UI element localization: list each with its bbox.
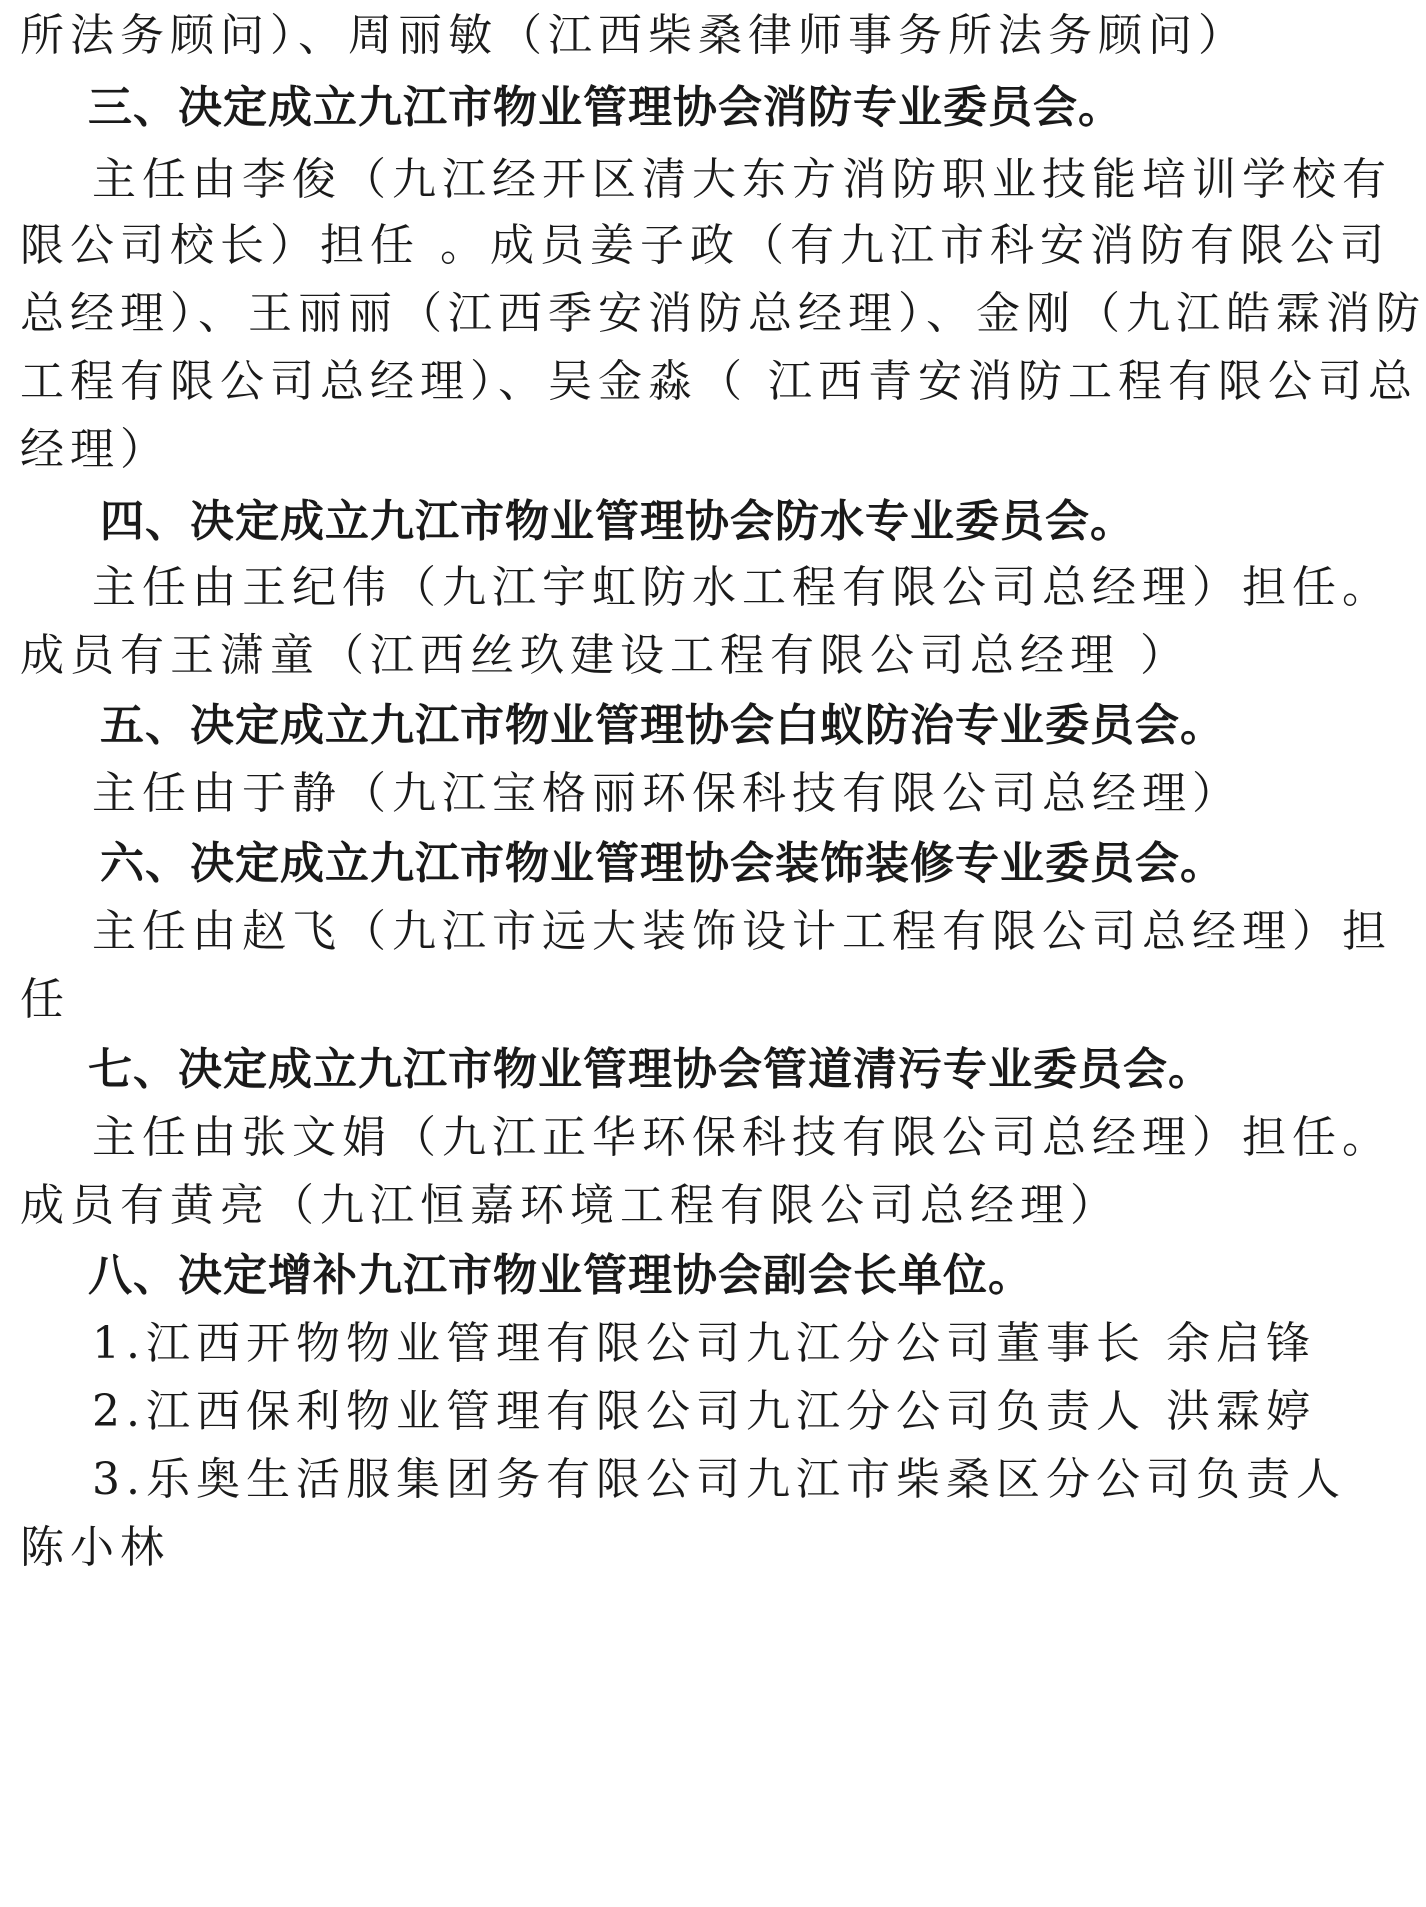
text-line-14: 主任由赵飞（九江市远大装饰设计工程有限公司总经理）担: [92, 906, 1392, 957]
section-heading-4: 四、决定成立九江市物业管理协会防水专业委员会。: [100, 496, 1135, 547]
section-heading-5: 五、决定成立九江市物业管理协会白蚁防治专业委员会。: [100, 700, 1225, 751]
text-line-1: 所法务顾问）、周丽敏（江西柴桑律师事务所法务顾问）: [20, 10, 1248, 61]
text-line-15: 任: [20, 974, 70, 1025]
section-heading-6: 六、决定成立九江市物业管理协会装饰装修专业委员会。: [100, 838, 1225, 889]
text-line-3: 主任由李俊（九江经开区清大东方消防职业技能培训学校有: [92, 154, 1392, 205]
list-item-1: 1.江西开物物业管理有限公司九江分公司董事长 余启锋: [92, 1318, 1316, 1369]
section-heading-7: 七、决定成立九江市物业管理协会管道清污专业委员会。: [88, 1044, 1213, 1095]
text-line-12: 主任由于静（九江宝格丽环保科技有限公司总经理）: [92, 768, 1242, 819]
text-line-4: 限公司校长）担任 。成员姜子政（有九江市科安消防有限公司: [20, 220, 1390, 271]
text-line-17: 主任由张文娟（九江正华环保科技有限公司总经理）担任。: [92, 1112, 1392, 1163]
section-heading-8: 八、决定增补九江市物业管理协会副会长单位。: [88, 1250, 1033, 1301]
text-line-9: 主任由王纪伟（九江宇虹防水工程有限公司总经理）担任。: [92, 562, 1392, 613]
text-line-6: 工程有限公司总经理）、吴金淼（ 江西青安消防工程有限公司总: [20, 356, 1418, 407]
list-item-3: 3.乐奥生活服集团务有限公司九江市柴桑区分公司负责人: [92, 1454, 1346, 1505]
text-line-5: 总经理）、王丽丽（江西季安消防总经理）、金刚（九江皓霖消防: [20, 288, 1426, 339]
text-line-10: 成员有王潇童（江西丝玖建设工程有限公司总经理 ）: [20, 630, 1190, 681]
section-heading-3: 三、决定成立九江市物业管理协会消防专业委员会。: [88, 82, 1123, 133]
text-line-18: 成员有黄亮（九江恒嘉环境工程有限公司总经理）: [20, 1180, 1120, 1231]
text-line-7: 经理）: [20, 424, 170, 475]
list-item-2: 2.江西保利物业管理有限公司九江分公司负责人 洪霖婷: [92, 1386, 1316, 1437]
list-item-3-continued: 陈小林: [20, 1522, 170, 1573]
